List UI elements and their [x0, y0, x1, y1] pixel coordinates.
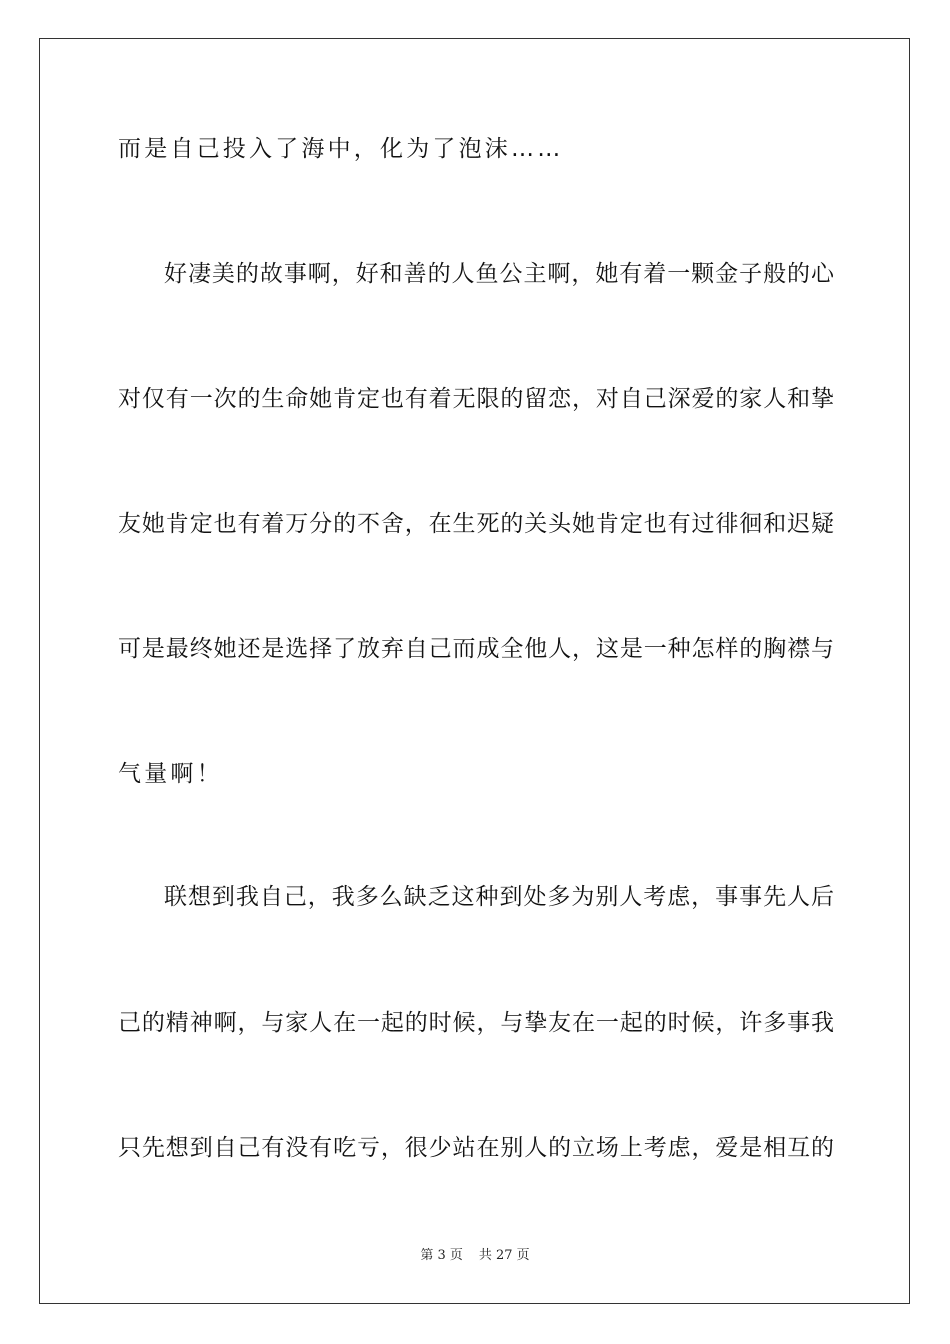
text-line: 只先想到自己有没有吃亏，很少站在别人的立场上考虑，爱是相互的 — [118, 1135, 834, 1161]
text-line: 己的精神啊，与家人在一起的时候，与挚友在一起的时候，许多事我 — [118, 1010, 834, 1036]
text-line: 可是最终她还是选择了放弃自己而成全他人，这是一种怎样的胸襟与 — [118, 636, 834, 662]
text-line: 联想到我自己，我多么缺乏这种到处多为别人考虑，事事先人后 — [164, 884, 834, 910]
text-line: 而是自己投入了海中，化为了泡沫…… — [118, 136, 564, 162]
page-number: 第 3 页 — [420, 1248, 463, 1263]
text-line: 友她肯定也有着万分的不舍，在生死的关头她肯定也有过徘徊和迟疑 — [118, 511, 834, 537]
text-line: 好凄美的故事啊，好和善的人鱼公主啊，她有着一颗金子般的心 — [164, 261, 834, 287]
page-total: 共 27 页 — [478, 1248, 530, 1263]
page-footer — [0, 1247, 950, 1265]
text-line: 气量啊！ — [118, 761, 223, 787]
text-line: 对仅有一次的生命她肯定也有着无限的留恋，对自己深爱的家人和挚 — [118, 386, 834, 412]
page-border — [39, 38, 910, 1304]
